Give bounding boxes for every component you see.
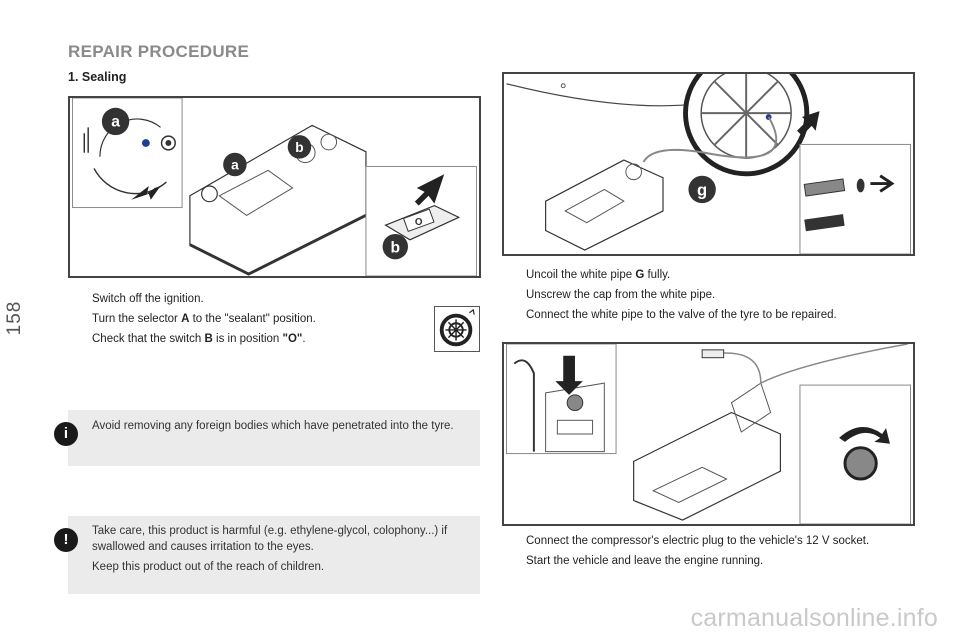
svg-text:b: b (390, 239, 401, 257)
page-title: REPAIR PROCEDURE (68, 42, 250, 61)
plug-connection-illustration (502, 342, 915, 526)
list-item: Connect the compressor's electric plug to the vehicle's 12 V socket. (526, 535, 870, 547)
sealing-kit-illustration (68, 96, 481, 278)
right-steps-top-list (502, 268, 932, 328)
section-heading: 1. Sealing (68, 70, 127, 84)
socket (567, 395, 583, 411)
pipe-connection-illustration (502, 72, 915, 256)
electric-cable (702, 344, 907, 383)
list-item: Unscrew the cap from the white pipe. (526, 289, 716, 301)
warning-note: ! Take care, this product is harmful (e.g. ethylene-glycol, colophony...) if swallowed and causes irritation to the eyes. Keep this product out of the reach of children. (68, 516, 480, 594)
svg-text:g: g (697, 180, 708, 200)
tyre-icon (434, 306, 480, 352)
info-note: i Avoid removing any foreign bodies which have penetrated into the tyre. (68, 410, 480, 466)
compressor-body (546, 160, 663, 250)
svg-text:a: a (231, 157, 239, 173)
list-item: Connect the white pipe to the valve of the tyre to be repaired. (526, 309, 837, 321)
cap-inset (800, 144, 911, 254)
page-number: 158 (4, 300, 25, 336)
plug (702, 350, 724, 358)
svg-text:O: O (414, 217, 423, 229)
list-item: Turn the selector A to the "sealant" position. (92, 313, 316, 325)
compressor-body (190, 125, 366, 274)
list-item: Start the vehicle and leave the engine running. (526, 555, 764, 567)
info-icon: i (54, 422, 78, 446)
svg-text:b: b (295, 139, 304, 155)
list-item: Uncoil the white pipe G fully. (526, 269, 671, 281)
plug-connection-drawing (504, 344, 913, 524)
compressor-body (634, 412, 781, 520)
sealing-kit-drawing (70, 98, 479, 276)
list-item: Switch off the ignition. (92, 293, 204, 305)
left-steps-list (68, 292, 428, 352)
warning-icon: ! (54, 528, 78, 552)
tyre-valve-cap (845, 448, 876, 479)
list-item: Check that the switch B is in position "O". (92, 333, 306, 345)
right-steps-bottom-list (502, 534, 932, 574)
watermark: carmanualsonline.info (690, 604, 938, 632)
svg-text:a: a (111, 113, 120, 131)
cap (857, 179, 865, 193)
pipe-connection-drawing (504, 74, 913, 254)
selector-dot (142, 139, 150, 147)
